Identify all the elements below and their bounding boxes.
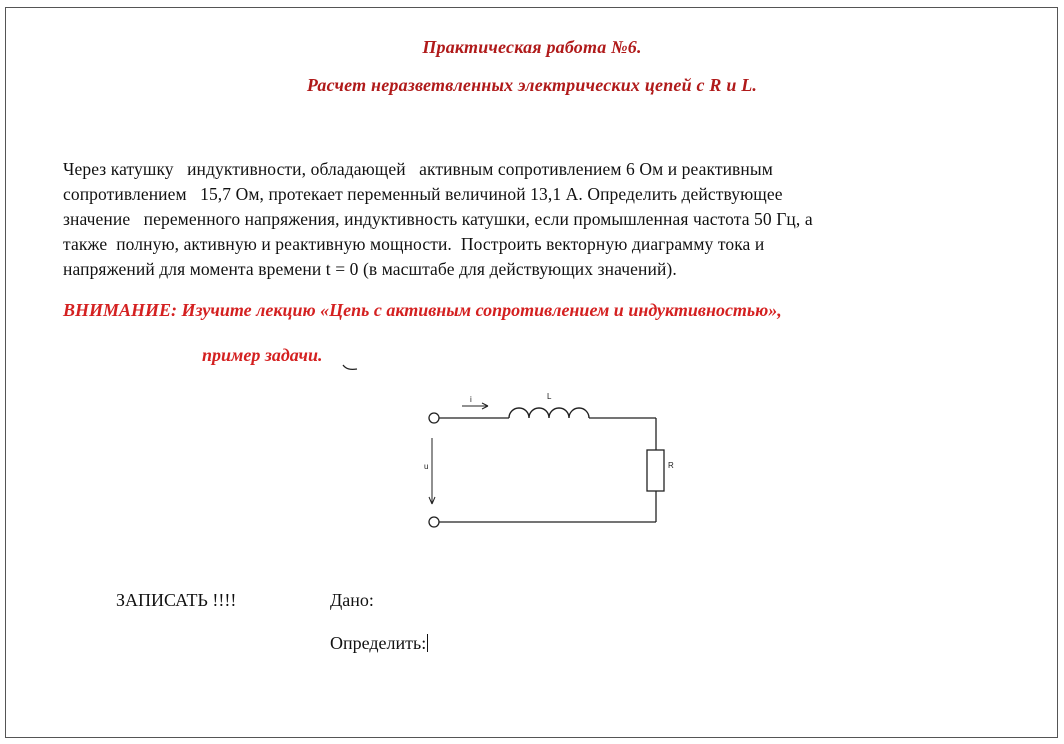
text-cursor [427, 634, 428, 652]
circuit-diagram [420, 388, 700, 538]
terminal-top [429, 413, 439, 423]
problem-line: напряжений для момента времени t = 0 (в масштабе для действующих значений). [63, 259, 677, 279]
given-label: Дано: [330, 590, 374, 610]
inductor-label: L [547, 392, 552, 401]
terminal-bottom [429, 517, 439, 527]
problem-line: значение переменного напряжения, индуктивность катушки, если промышленная частота 50 Гц, а [63, 209, 813, 229]
inductor-coil [509, 408, 589, 418]
resistor-body [647, 450, 664, 491]
write-note: ЗАПИСАТЬ !!!! [116, 590, 237, 610]
current-label: i [470, 395, 472, 404]
ink-mark [340, 360, 362, 374]
page-title: Практическая работа №6. [422, 37, 642, 57]
problem-line: сопротивлением 15,7 Ом, протекает переменный величиной 13,1 А. Определить действующее [63, 184, 783, 204]
voltage-label: u [424, 462, 429, 471]
page-subtitle: Расчет неразветвленных электрических цепей с R и L. [306, 75, 758, 95]
warning-text: ВНИМАНИЕ: Изучите лекцию «Цепь с активным сопротивлением и индуктивностью», [63, 300, 782, 320]
resistor-label: R [668, 461, 674, 470]
problem-line: Через катушку индуктивности, обладающей активным сопротивлением 6 Ом и реактивным [63, 159, 773, 179]
warning-example-text: пример задачи. [202, 345, 323, 365]
page-frame [5, 7, 1058, 738]
problem-line: также полную, активную и реактивную мощности. Построить векторную диаграмму тока и [63, 234, 765, 254]
find-label [330, 633, 428, 654]
find-label-text: Определить: [330, 633, 427, 653]
